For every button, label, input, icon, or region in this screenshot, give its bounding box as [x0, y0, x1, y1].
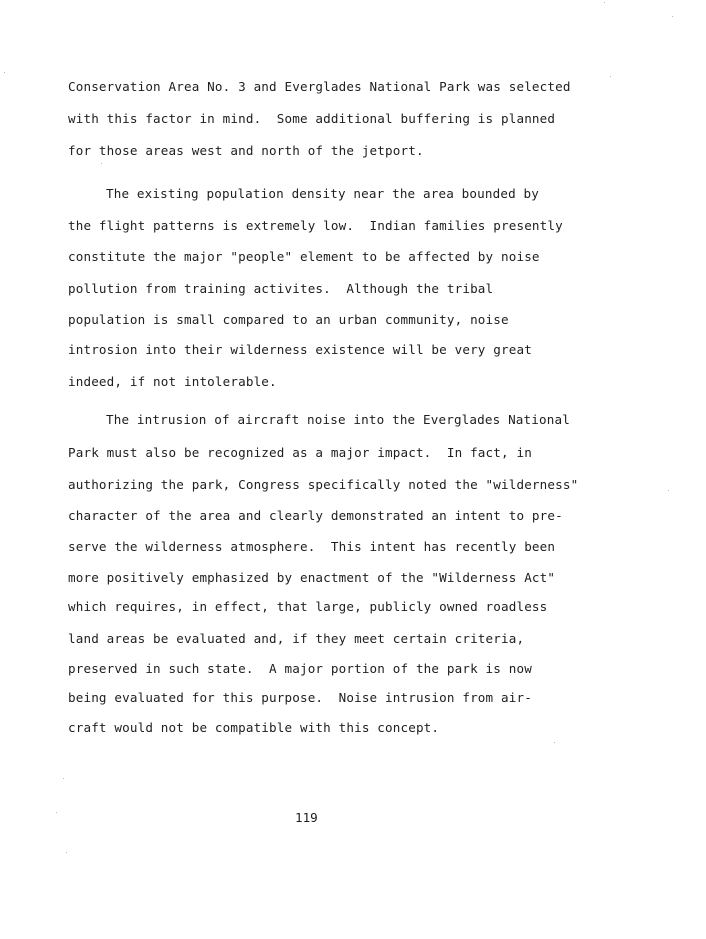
text-line: The existing population density near the area bounded by — [106, 186, 539, 201]
scan-speck — [604, 2, 605, 3]
scan-speck — [66, 852, 67, 853]
scan-speck — [554, 742, 555, 743]
scan-speck — [56, 812, 57, 813]
text-line: Conservation Area No. 3 and Everglades National Park was selected — [68, 79, 571, 94]
scan-speck — [63, 778, 64, 779]
scan-speck — [668, 490, 669, 491]
text-line: with this factor in mind. Some additional buffering is planned — [68, 111, 556, 126]
text-line: more positively emphasized by enactment of the "Wilderness Act" — [68, 570, 556, 585]
text-line: for those areas west and north of the jetport. — [68, 143, 424, 158]
text-line: which requires, in effect, that large, publicly owned roadless — [68, 599, 548, 614]
text-line: serve the wilderness atmosphere. This intent has recently been — [68, 539, 556, 554]
text-line: population is small compared to an urban community, noise — [68, 312, 509, 327]
text-line: being evaluated for this purpose. Noise intrusion from air- — [68, 690, 532, 705]
text-line: the flight patterns is extremely low. Indian families presently — [68, 218, 563, 233]
text-line: Park must also be recognized as a major impact. In fact, in — [68, 445, 532, 460]
scan-speck — [101, 163, 102, 164]
text-line: craft would not be compatible with this concept. — [68, 720, 440, 735]
scan-speck — [610, 76, 611, 77]
scan-speck — [672, 16, 673, 17]
text-line: preserved in such state. A major portion of the park is now — [68, 661, 532, 676]
scan-speck — [4, 72, 5, 73]
text-line: pollution from training activites. Although the tribal — [68, 281, 494, 296]
text-line: The intrusion of aircraft noise into the Everglades National — [106, 412, 570, 427]
text-line: authorizing the park, Congress specifically noted the "wilderness" — [68, 477, 579, 492]
page-number: 119 — [295, 810, 318, 825]
text-line: land areas be evaluated and, if they meet certain criteria, — [68, 631, 525, 646]
text-line: introsion into their wilderness existence will be very great — [68, 342, 532, 357]
text-line: constitute the major "people" element to be affected by noise — [68, 249, 540, 264]
text-line: indeed, if not intolerable. — [68, 374, 277, 389]
text-line: character of the area and clearly demonstrated an intent to pre- — [68, 508, 563, 523]
